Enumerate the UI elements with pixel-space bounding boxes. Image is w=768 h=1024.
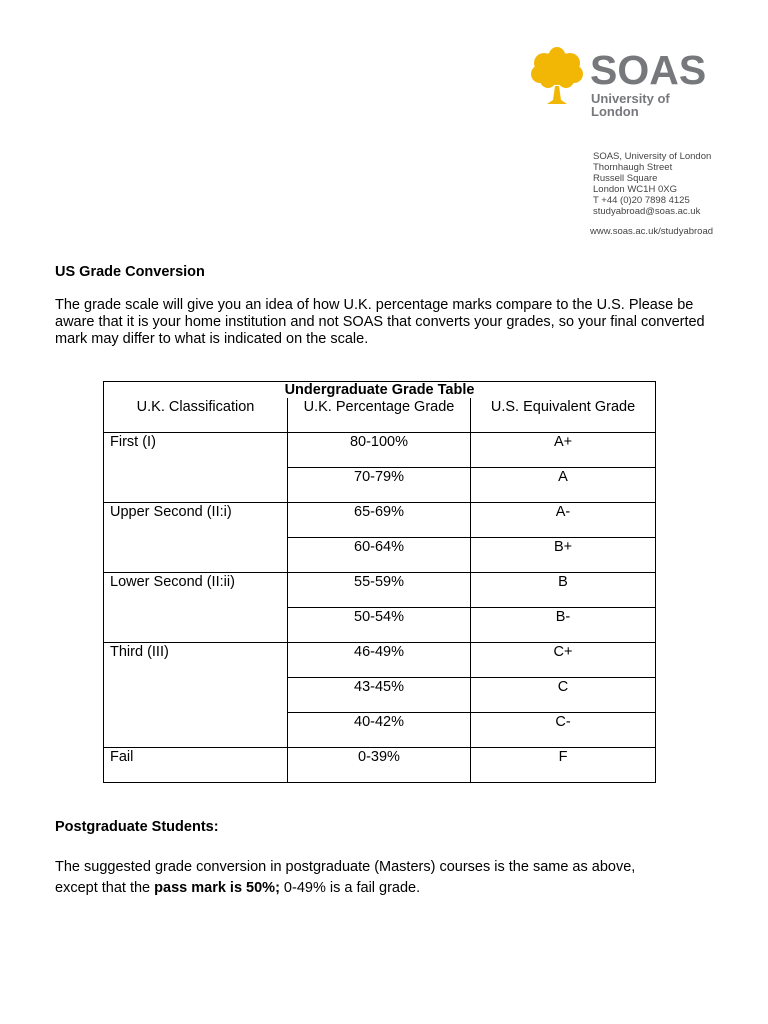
section-title: US Grade Conversion	[55, 264, 205, 280]
classification-cell: Fail	[104, 748, 288, 783]
us-grade-cell: A-	[471, 503, 656, 538]
us-grade-cell: A+	[471, 433, 656, 468]
classification-cell: Lower Second (II:ii)	[104, 573, 288, 643]
address-line: Russell Square	[593, 173, 658, 184]
postgrad-line-1: The suggested grade conversion in postgraduate (Masters) courses is the same as above,	[55, 859, 636, 875]
tree-icon	[528, 46, 586, 108]
classification-cell: Upper Second (II:i)	[104, 503, 288, 573]
us-grade-cell: C-	[471, 713, 656, 748]
us-grade-cell: B	[471, 573, 656, 608]
table-caption: Undergraduate Grade Table	[104, 382, 656, 399]
us-grade-cell: B-	[471, 608, 656, 643]
table-row	[104, 573, 656, 608]
us-grade-cell: C	[471, 678, 656, 713]
address-block	[593, 151, 711, 217]
address-line: London WC1H 0XG	[593, 184, 677, 195]
address-line: SOAS, University of London	[593, 151, 712, 162]
column-header: U.K. Classification	[104, 398, 288, 433]
percentage-cell: 43-45%	[288, 678, 471, 713]
classification-cell: First (I)	[104, 433, 288, 503]
us-grade-cell: F	[471, 748, 656, 783]
postgrad-line-2-start: except that the	[55, 880, 155, 896]
percentage-cell: 70-79%	[288, 468, 471, 503]
table-row	[104, 748, 656, 783]
us-grade-cell: C+	[471, 643, 656, 678]
percentage-cell: 80-100%	[288, 433, 471, 468]
table-caption-row	[104, 382, 656, 399]
percentage-cell: 40-42%	[288, 713, 471, 748]
grade-table	[103, 381, 656, 783]
postgrad-line-2-end: 0-49% is a fail grade.	[279, 880, 421, 896]
percentage-cell: 55-59%	[288, 573, 471, 608]
logo-subtitle: University of London	[591, 91, 670, 119]
percentage-cell: 65-69%	[288, 503, 471, 538]
column-header: U.K. Percentage Grade	[288, 398, 471, 433]
postgrad-title: Postgraduate Students:	[55, 819, 219, 835]
email-line: studyabroad@soas.ac.uk	[593, 206, 701, 217]
website-link[interactable]: www.soas.ac.uk/studyabroad	[590, 226, 714, 237]
soas-logo	[528, 46, 718, 119]
pass-mark-emphasis: pass mark is 50%;	[154, 880, 280, 896]
table-row	[104, 503, 656, 538]
phone-line: T +44 (0)20 7898 4125	[593, 195, 690, 206]
percentage-cell: 46-49%	[288, 643, 471, 678]
column-header: U.S. Equivalent Grade	[471, 398, 656, 433]
address-line: Thornhaugh Street	[593, 162, 673, 173]
percentage-cell: 60-64%	[288, 538, 471, 573]
classification-cell: Third (III)	[104, 643, 288, 748]
intro-paragraph: The grade scale will give you an idea of how U.K. percentage marks compare to the U.S. Please be aware that it is your home institution and not SOAS that converts your grades, so your final converted mark may differ to what is indicated on the scale.	[55, 297, 705, 347]
postgrad-paragraph	[55, 857, 735, 899]
table-row	[104, 643, 656, 678]
table-header-row	[104, 398, 656, 433]
percentage-cell: 0-39%	[288, 748, 471, 783]
us-grade-cell: B+	[471, 538, 656, 573]
logo-wordmark: SOAS	[590, 47, 707, 93]
us-grade-cell: A	[471, 468, 656, 503]
table-row	[104, 433, 656, 468]
percentage-cell: 50-54%	[288, 608, 471, 643]
